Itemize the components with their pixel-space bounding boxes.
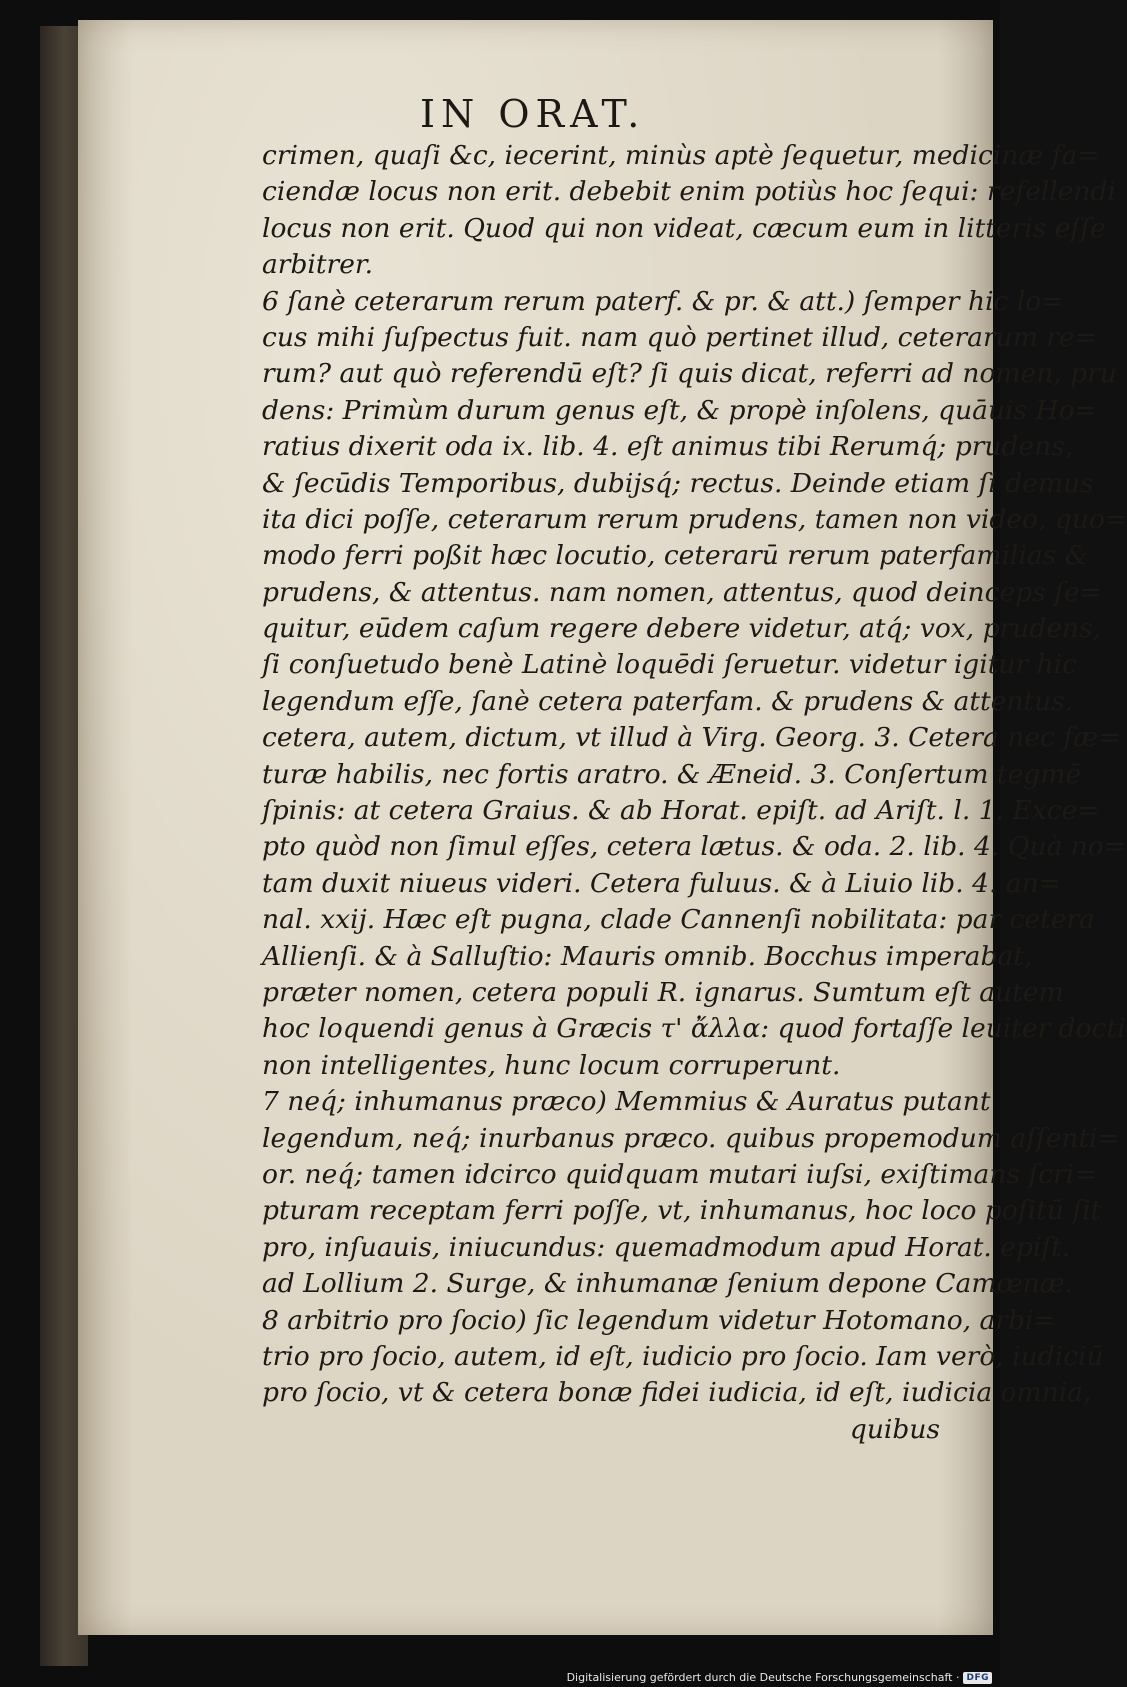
text-line: ad Lollium 2. Surge, & inhumanæ ſenium depone Camœnæ. (262, 1268, 1074, 1300)
text-line: pturam receptam ferri poſſe, vt, inhumanus, hoc loco poſitū ſit (262, 1195, 1102, 1227)
dfg-logo: DFG (963, 1672, 992, 1684)
text-line: rum? aut quò referendū eſt? ſi quis dicat, referri ad nomen, pru (262, 358, 1117, 390)
running-header: IN ORAT. (420, 92, 646, 136)
text-line: trio pro ſocio, autem, id eſt, iudicio pro ſocio. Iam verò, iudiciū (262, 1340, 1104, 1372)
text-line: tam duxit niueus videri. Cetera fuluus. & à Liuio lib. 4. an= (262, 867, 1061, 899)
text-line: 8 arbitrio pro ſocio) ſic legendum videtur Hotomano, arbi= (262, 1304, 1056, 1336)
text-line: or. neq́; tamen idcirco quidquam mutari iuſsi, exiſtimans ſcri= (262, 1158, 1097, 1190)
text-line: non intelligentes, hunc locum corruperunt. (262, 1049, 841, 1081)
digitization-credit (567, 1671, 992, 1684)
text-line: locus non erit. Quod qui non videat, cæcum eum in litteris eſſe (262, 212, 1106, 244)
text-line: ſi conſuetudo benè Latinè loquēdi ſeruetur. videtur igitur hic (262, 649, 1077, 681)
text-line: ita dici poſſe, ceterarum rerum prudens, tamen non video, quo= (262, 503, 1127, 535)
text-line: pto quòd non ſimul eſſes, cetera lætus. & oda. 2. lib. 4. Quà no= (262, 831, 1126, 863)
catchword: quibus (849, 1413, 940, 1445)
text-line: modo ferri poßit hæc locutio, ceterarū rerum paterfamilias & (262, 540, 1089, 572)
text-line: nal. xxij. Hæc eſt pugna, clade Cannenſi nobilitata: par cetera (262, 904, 1095, 936)
text-line: ſpinis: at cetera Graius. & ab Horat. epiſt. ad Ariſt. l. 1. Exce= (262, 795, 1100, 827)
text-line: crimen, quaſi &c, iecerint, minùs aptè ſequetur, medicinæ fa= (262, 140, 1100, 171)
text-line: legendum eſſe, ſanè cetera paterfam. & prudens & attentus. (262, 685, 1074, 717)
text-line: legendum, neq́; inurbanus præco. quibus propemodum aſſenti= (262, 1122, 1120, 1154)
text-line: dens: Primùm durum genus eſt, & propè inſolens, quāuis Ho= (262, 394, 1097, 426)
text-line: ratius dixerit oda ix. lib. 4. eſt animus tibi Rerumq́; prudens, (262, 431, 1074, 463)
text-line: 6 ſanè ceterarum rerum paterf. & pr. & att.) ſemper hic lo= (262, 285, 1064, 317)
text-line: & ſecūdis Temporibus, dubijsq́; rectus. Deinde etiam ſi demus (262, 467, 1094, 499)
text-line: Allienſi. & à Salluſtio: Mauris omnib. Bocchus imperabat, (262, 940, 1033, 972)
text-line: præter nomen, cetera populi R. ignarus. Sumtum eſt autem (262, 976, 1064, 1008)
text-line: hoc loquendi genus à Græcis τ' ἄλλα: quod fortaſſe leuiter docti (262, 1013, 1126, 1045)
text-line: cetera, autem, dictum, vt illud à Virg. Georg. 3. Cetera nec fæ= (262, 722, 1121, 754)
text-line: pro, inſuauis, iniucundus: quemadmodum apud Horat. epiſt. (262, 1231, 1071, 1263)
text-line: quitur, eūdem caſum regere debere videtur, atq́; vox, prudens, (262, 613, 1102, 645)
text-line: cus mihi ſuſpectus fuit. nam quò pertinet illud, ceterarum re= (262, 321, 1097, 353)
text-line: 7 neq́; inhumanus præco) Memmius & Auratus putant (262, 1086, 991, 1118)
text-line: turæ habilis, nec fortis aratro. & Æneid. 3. Conſertum tegmē (262, 758, 1082, 790)
text-line: pro ſocio, vt & cetera bonæ fidei iudicia, id eſt, iudicia omnia, (262, 1377, 1092, 1409)
credit-text: Digitalisierung gefördert durch die Deutsche Forschungsgemeinschaft · (566, 1671, 960, 1684)
text-line: ciendæ locus non erit. debebit enim potiùs hoc ſequi: refellendi (262, 176, 1116, 208)
text-line: prudens, & attentus. nam nomen, attentus, quod deinceps ſe= (262, 576, 1102, 608)
body-text (262, 138, 1127, 1448)
text-line: arbitrer. (262, 249, 374, 281)
